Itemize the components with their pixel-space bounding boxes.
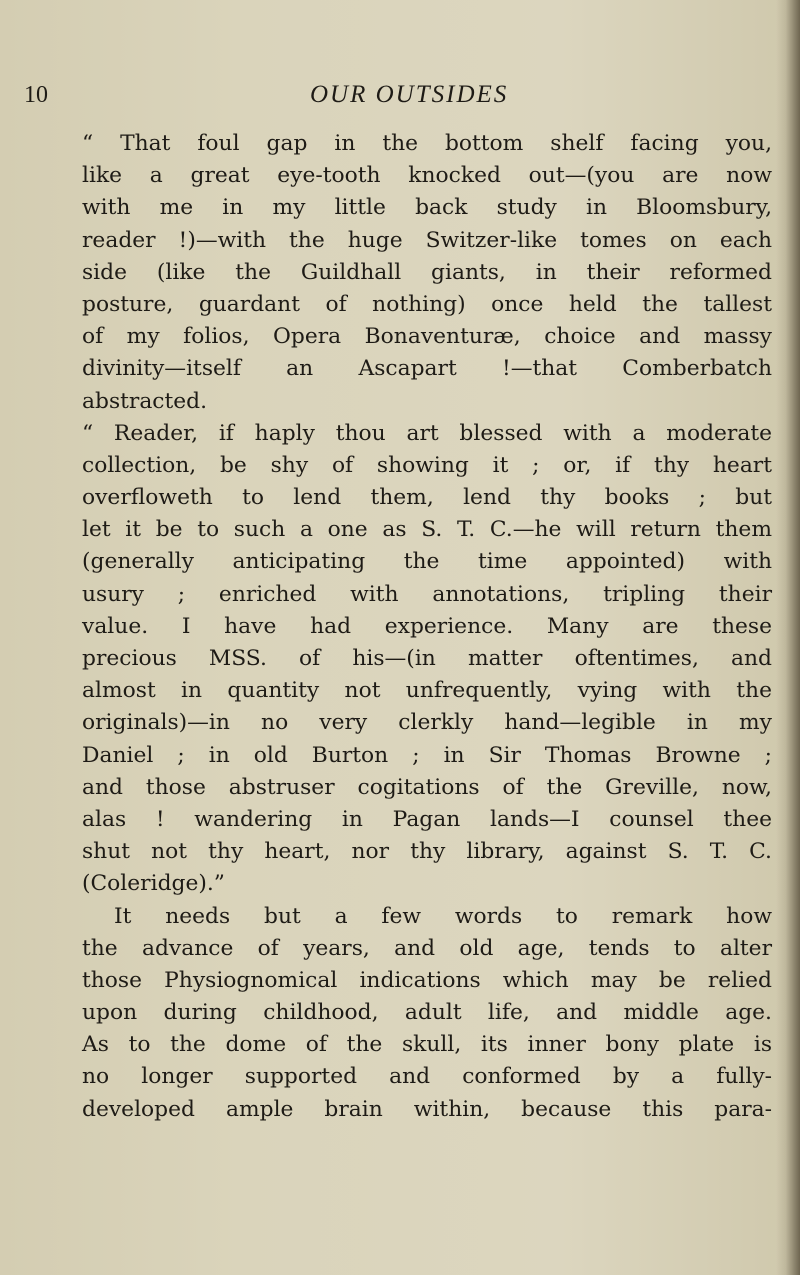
text-line: almost in quantity not unfrequently, vying with the: [82, 678, 772, 704]
text-line: “ Reader, if haply thou art blessed with a moderate: [82, 420, 772, 446]
text-line: alas ! wandering in Pagan lands—I counsel thee: [82, 806, 772, 832]
text-line: posture, guardant of nothing) once held the tallest: [82, 291, 772, 317]
text-line: value. I have had experience. Many are these: [82, 613, 772, 639]
body-text: [82, 128, 772, 1126]
text-line: of my folios, Opera Bonaventuræ, choice and massy: [82, 324, 772, 350]
text-line: reader !)—with the huge Switzer-like tomes on each: [82, 227, 772, 253]
running-head: OUR OUTSIDES: [310, 81, 509, 108]
text-line: (Coleridge).”: [82, 871, 225, 897]
text-line: “ That foul gap in the bottom shelf facing you,: [82, 131, 772, 156]
text-line: As to the dome of the skull, its inner bony plate is: [82, 1032, 772, 1058]
text-line: with me in my little back study in Bloomsbury,: [82, 195, 772, 221]
page-header: [0, 78, 800, 112]
page-edge-shadow: [776, 0, 800, 1275]
text-line: no longer supported and conformed by a fully-: [82, 1064, 772, 1090]
text-line: usury ; enriched with annotations, tripling their: [82, 581, 772, 607]
text-line: Daniel ; in old Burton ; in Sir Thomas Browne ;: [82, 742, 772, 768]
text-line: upon during childhood, adult life, and middle age.: [82, 1000, 772, 1026]
page-number: 10: [24, 82, 48, 108]
text-line: abstracted.: [82, 388, 208, 414]
text-line: (generally anticipating the time appointed) with: [82, 549, 772, 575]
text-line: those Physiognomical indications which may be relied: [82, 967, 772, 993]
text-line: It needs but a few words to remark how: [114, 903, 772, 929]
text-line: divinity—itself an Ascapart !—that Comberbatch: [82, 356, 772, 382]
text-line: shut not thy heart, nor thy library, against S. T. C.: [82, 839, 772, 865]
text-line: collection, be shy of showing it ; or, if thy heart: [82, 452, 772, 478]
text-line: like a great eye-tooth knocked out—(you are now: [82, 163, 772, 189]
text-line: developed ample brain within, because this para-: [82, 1096, 772, 1122]
text-line: and those abstruser cogitations of the Greville, now,: [82, 774, 772, 800]
text-line: the advance of years, and old age, tends to alter: [82, 935, 772, 961]
text-line: side (like the Guildhall giants, in their reformed: [82, 259, 772, 285]
text-line: overfloweth to lend them, lend thy books ; but: [82, 485, 772, 511]
text-line: originals)—in no very clerkly hand—legible in my: [82, 710, 772, 736]
text-line: precious MSS. of his—(in matter oftentimes, and: [82, 646, 772, 671]
text-line: let it be to such a one as S. T. C.—he will return them: [82, 517, 772, 543]
